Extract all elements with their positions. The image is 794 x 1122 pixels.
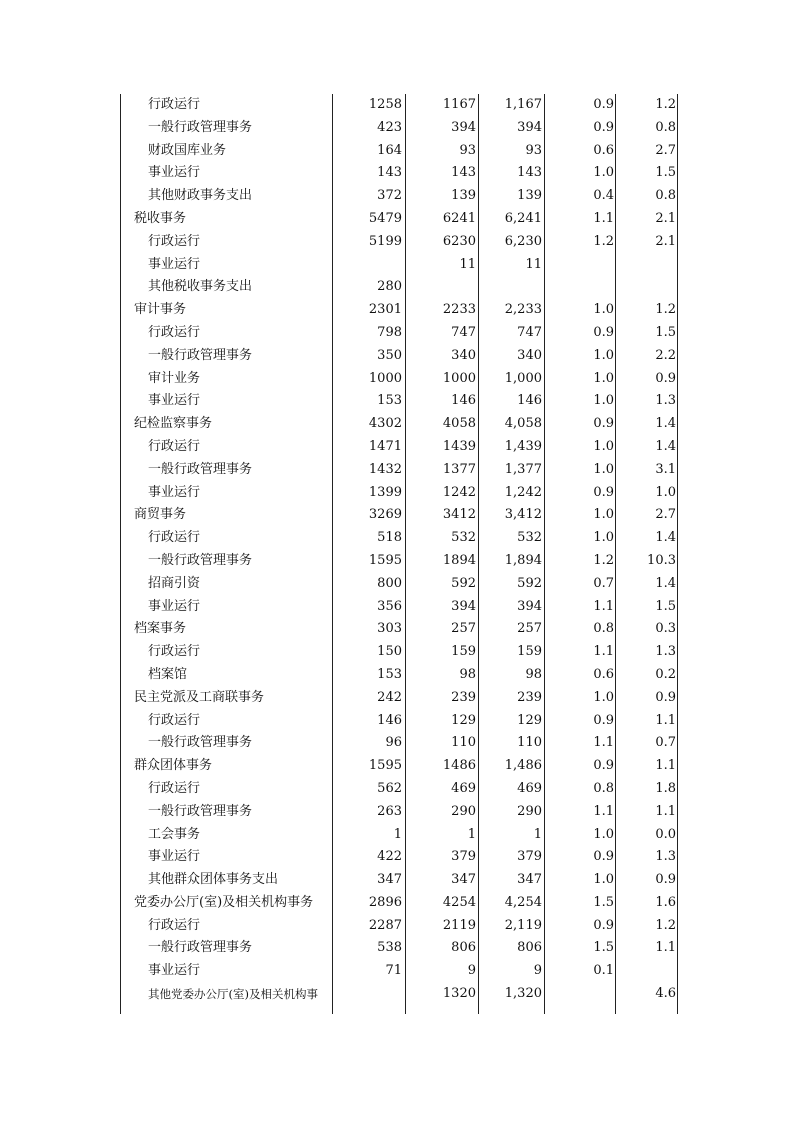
col-3-value: 3,412 [504,507,542,523]
col-1-value: 1 [393,826,402,842]
col-4-value: 1.0 [593,689,614,705]
col-1-value: 1595 [368,552,402,568]
col-5-value: 1.0 [655,484,676,500]
table-row [120,413,680,436]
col-3-value: 4,254 [504,894,542,910]
table-row [120,687,680,710]
col-1-value [332,983,402,1006]
col-2-value: 290 [451,803,476,819]
col-5-value: 0.3 [655,621,676,637]
row-label: 其他税收事务支出 [148,279,253,295]
table-row [120,436,680,459]
budget-table [120,94,680,1006]
row-label: 事业运行 [148,484,201,500]
row-label: 事业运行 [148,849,201,865]
col-4-value: 1.0 [593,302,614,318]
col-2-value: 2233 [442,302,476,318]
row-label: 行政运行 [148,233,201,249]
col-5-value: 1.2 [655,302,676,318]
col-3-value: 6,241 [504,210,542,226]
col-4-value: 0.9 [593,758,614,774]
col-5-value: 1.3 [655,644,676,660]
col-5-value: 2.1 [655,210,676,226]
table-row [120,322,680,345]
col-1-value: 164 [377,142,402,158]
col-4-value: 1.1 [593,735,614,751]
col-2-value: 469 [451,780,476,796]
col-4-value: 1.1 [593,644,614,660]
col-5-value [618,960,676,983]
table-row [120,824,680,847]
col-2-value: 394 [451,119,476,135]
table-row [120,960,680,983]
col-5-value: 2.7 [655,507,676,523]
col-4-value: 0.8 [593,621,614,637]
col-4-value: 1.5 [593,894,614,910]
table-row [120,482,680,505]
row-label: 行政运行 [148,644,201,660]
row-label: 档案事务 [134,621,187,637]
col-3-value: 1,377 [504,461,542,477]
col-5-value: 1.1 [655,712,676,728]
row-label: 一般行政管理事务 [148,347,253,363]
row-label: 一般行政管理事务 [148,803,253,819]
table-row [120,117,680,140]
col-5-value: 2.7 [655,142,676,158]
table-row [120,664,680,687]
col-1-value: 562 [377,780,402,796]
col-1-value: 422 [377,849,402,865]
col-5-value: 1.5 [655,165,676,181]
col-4-value: 1.0 [593,461,614,477]
col-4-value: 0.6 [593,666,614,682]
table-row [120,208,680,231]
col-2-value: 806 [451,940,476,956]
col-4-value: 0.7 [593,575,614,591]
col-3-value: 340 [517,347,542,363]
col-3-value: 146 [517,393,542,409]
col-5-value: 0.8 [655,188,676,204]
col-5-value: 1.3 [655,393,676,409]
col-1-value: 146 [377,712,402,728]
col-2-value: 98 [459,666,476,682]
col-2-value: 9 [467,963,476,979]
col-2-value: 1439 [442,438,476,454]
col-1-value: 423 [377,119,402,135]
col-3-value: 394 [517,598,542,614]
col-4-value: 1.2 [593,552,614,568]
row-label: 其他党委办公厅(室)及相关机构事 [148,987,318,1002]
col-2-value: 110 [451,735,476,751]
row-label: 行政运行 [148,712,201,728]
row-label: 民主党派及工商联事务 [134,689,265,705]
col-2-value: 379 [451,849,476,865]
col-1-value: 538 [377,940,402,956]
col-2-value: 2119 [442,917,476,933]
col-3-value: 806 [517,940,542,956]
col-4-value: 1.5 [593,940,614,956]
row-label: 行政运行 [148,917,201,933]
col-4-value: 0.9 [593,324,614,340]
col-2-value: 4254 [442,894,476,910]
col-5-value: 0.9 [655,689,676,705]
col-1-value: 1000 [368,370,402,386]
table-row [120,459,680,482]
col-5-value: 1.4 [655,438,676,454]
col-3-value: 239 [517,689,542,705]
row-label: 群众团体事务 [134,758,213,774]
col-4-value: 1.0 [593,507,614,523]
col-2-value: 239 [451,689,476,705]
row-label: 行政运行 [148,530,201,546]
col-4-value: 1.0 [593,438,614,454]
row-label: 审计事务 [134,302,187,318]
col-1-value: 2301 [368,302,402,318]
row-label: 一般行政管理事务 [148,119,253,135]
col-1-value: 2287 [368,917,402,933]
col-1-value: 1258 [368,97,402,112]
col-4-value: 0.9 [593,484,614,500]
table-row [120,710,680,733]
col-3-value: 1,486 [504,758,542,774]
table-row [120,299,680,322]
col-3-value: 93 [525,142,542,158]
col-2-value: 11 [459,256,476,272]
table-row [120,231,680,254]
col-1-value [332,254,402,277]
col-4-value: 1.0 [593,530,614,546]
row-label: 党委办公厅(室)及相关机构事务 [134,894,314,910]
col-3-value: 747 [517,324,542,340]
table-row [120,846,680,869]
col-5-value: 0.9 [655,872,676,888]
col-5-value: 0.2 [655,666,676,682]
row-label: 行政运行 [148,324,201,340]
col-1-value: 4302 [368,416,402,432]
col-1-value: 2896 [368,894,402,910]
row-label: 一般行政管理事务 [148,735,253,751]
col-2-value: 532 [451,530,476,546]
col-4-value: 0.1 [593,963,614,979]
table-row [120,573,680,596]
col-2-value: 143 [451,165,476,181]
row-label: 财政国库业务 [148,142,227,158]
col-3-value: 347 [517,872,542,888]
col-3-value: 532 [517,530,542,546]
col-4-value: 0.9 [593,119,614,135]
col-1-value: 5479 [368,210,402,226]
col-2-value: 1377 [442,461,476,477]
table-row [120,732,680,755]
col-4-value: 1.0 [593,393,614,409]
col-5-value: 4.6 [655,986,676,1002]
row-label: 行政运行 [148,438,201,454]
table-row [120,390,680,413]
col-4-value: 1.0 [593,165,614,181]
col-5-value: 0.9 [655,370,676,386]
col-4-value: 0.9 [593,97,614,112]
col-4-value: 1.0 [593,826,614,842]
table-row [120,162,680,185]
row-label: 行政运行 [148,97,201,112]
col-5-value: 1.5 [655,598,676,614]
col-3-value: 379 [517,849,542,865]
col-2-value: 3412 [442,507,476,523]
col-5-value: 1.4 [655,416,676,432]
col-5-value: 1.5 [655,324,676,340]
col-1-value: 1471 [368,438,402,454]
col-3-value: 1,167 [504,97,542,112]
row-label: 事业运行 [148,393,201,409]
col-1-value: 800 [377,575,402,591]
col-3-value: 2,233 [504,302,542,318]
col-3-value: 394 [517,119,542,135]
col-1-value: 372 [377,188,402,204]
col-2-value: 93 [459,142,476,158]
col-2-value: 347 [451,872,476,888]
col-2-value: 146 [451,393,476,409]
table-row [120,254,680,277]
col-3-value: 9 [533,963,542,979]
table-row [120,368,680,391]
col-5-value: 0.7 [655,735,676,751]
col-1-value: 303 [377,621,402,637]
col-4-value: 1.0 [593,347,614,363]
row-label: 行政运行 [148,780,201,796]
table-row [120,527,680,550]
col-4-value: 1.1 [593,803,614,819]
row-label: 事业运行 [148,256,201,272]
col-3-value [480,276,542,299]
row-label: 其他群众团体事务支出 [148,872,279,888]
col-3-value: 159 [517,644,542,660]
col-2-value: 1242 [442,484,476,500]
col-3-value: 4,058 [504,416,542,432]
col-4-value [546,254,614,277]
col-3-value: 110 [517,735,542,751]
table-row [120,185,680,208]
col-1-value: 356 [377,598,402,614]
col-5-value: 1.4 [655,530,676,546]
col-4-value: 0.9 [593,917,614,933]
table-row [120,641,680,664]
row-label: 一般行政管理事务 [148,461,253,477]
col-5-value [618,276,676,299]
col-5-value: 0.8 [655,119,676,135]
row-label: 审计业务 [148,370,201,386]
col-3-value: 139 [517,188,542,204]
col-1-value: 153 [377,393,402,409]
col-2-value: 6230 [442,233,476,249]
col-4-value: 1.1 [593,210,614,226]
table-row [120,915,680,938]
col-3-value: 143 [517,165,542,181]
col-2-value [406,276,476,299]
col-5-value: 1.1 [655,758,676,774]
row-label: 档案馆 [148,666,188,682]
row-label: 纪检监察事务 [134,416,213,432]
table-row [120,937,680,960]
col-4-value: 1.0 [593,872,614,888]
col-2-value: 257 [451,621,476,637]
table-row [120,276,680,299]
col-2-value: 159 [451,644,476,660]
col-4-value: 0.4 [593,188,614,204]
col-4-value: 0.8 [593,780,614,796]
col-1-value: 71 [385,963,402,979]
col-5-value: 1.8 [655,780,676,796]
col-3-value: 257 [517,621,542,637]
col-2-value: 1000 [442,370,476,386]
col-4-value: 0.9 [593,712,614,728]
col-1-value: 1432 [368,461,402,477]
col-1-value: 5199 [368,233,402,249]
col-1-value: 518 [377,530,402,546]
col-3-value: 129 [517,712,542,728]
col-3-value: 1,000 [504,370,542,386]
col-3-value: 290 [517,803,542,819]
col-2-value: 6241 [442,210,476,226]
col-4-value: 1.2 [593,233,614,249]
row-label: 工会事务 [148,826,201,842]
table-row [120,618,680,641]
col-5-value: 10.3 [647,552,676,568]
table-row [120,892,680,915]
col-5-value: 1.1 [655,803,676,819]
table-row [120,755,680,778]
table-row [120,504,680,527]
col-5-value [618,254,676,277]
table-row [120,983,680,1006]
col-3-value: 98 [525,666,542,682]
table-row [120,94,680,117]
table-row [120,596,680,619]
col-4-value: 1.0 [593,370,614,386]
col-3-value: 6,230 [504,233,542,249]
col-2-value: 1486 [442,758,476,774]
col-2-value: 129 [451,712,476,728]
col-3-value: 2,119 [504,917,542,933]
col-3-value: 1,242 [504,484,542,500]
col-2-value: 4058 [442,416,476,432]
table-row [120,140,680,163]
col-1-value: 1595 [368,758,402,774]
table-row [120,550,680,573]
col-2-value: 394 [451,598,476,614]
col-5-value: 2.2 [655,347,676,363]
col-1-value: 143 [377,165,402,181]
col-3-value: 469 [517,780,542,796]
col-2-value: 139 [451,188,476,204]
col-3-value: 11 [525,256,542,272]
col-3-value: 1,894 [504,552,542,568]
col-1-value: 242 [377,689,402,705]
col-1-value: 347 [377,872,402,888]
row-label: 商贸事务 [134,507,187,523]
col-2-value: 1167 [442,97,476,112]
col-1-value: 153 [377,666,402,682]
row-label: 一般行政管理事务 [148,940,253,956]
row-label: 一般行政管理事务 [148,552,253,568]
col-1-value: 3269 [368,507,402,523]
col-5-value: 0.0 [655,826,676,842]
col-2-value: 1 [467,826,476,842]
col-2-value: 340 [451,347,476,363]
col-1-value: 96 [385,735,402,751]
col-5-value: 1.1 [655,940,676,956]
col-5-value: 1.2 [655,917,676,933]
col-5-value: 1.2 [655,97,676,112]
row-label: 招商引资 [148,575,201,591]
col-2-value: 592 [451,575,476,591]
col-5-value: 1.3 [655,849,676,865]
row-label: 事业运行 [148,598,201,614]
col-3-value: 592 [517,575,542,591]
col-4-value [546,276,614,299]
col-1-value: 350 [377,347,402,363]
col-1-value: 150 [377,644,402,660]
col-3-value: 1,439 [504,438,542,454]
row-label: 事业运行 [148,165,201,181]
col-3-value: 1 [533,826,542,842]
col-4-value: 0.6 [593,142,614,158]
col-4-value [546,983,614,1006]
col-2-value: 747 [451,324,476,340]
row-label: 事业运行 [148,963,201,979]
col-5-value: 2.1 [655,233,676,249]
col-1-value: 1399 [368,484,402,500]
col-3-value: 1,320 [504,986,542,1002]
col-1-value: 263 [377,803,402,819]
table-row [120,345,680,368]
col-1-value: 798 [377,324,402,340]
col-1-value: 280 [377,279,402,295]
col-4-value: 0.9 [593,849,614,865]
col-2-value: 1894 [442,552,476,568]
col-4-value: 0.9 [593,416,614,432]
col-5-value: 3.1 [655,461,676,477]
table-row [120,869,680,892]
col-4-value: 1.1 [593,598,614,614]
table-row [120,778,680,801]
row-label: 税收事务 [134,210,187,226]
col-5-value: 1.6 [655,894,676,910]
col-2-value: 1320 [442,986,476,1002]
table-row [120,801,680,824]
row-label: 其他财政事务支出 [148,188,253,204]
col-5-value: 1.4 [655,575,676,591]
